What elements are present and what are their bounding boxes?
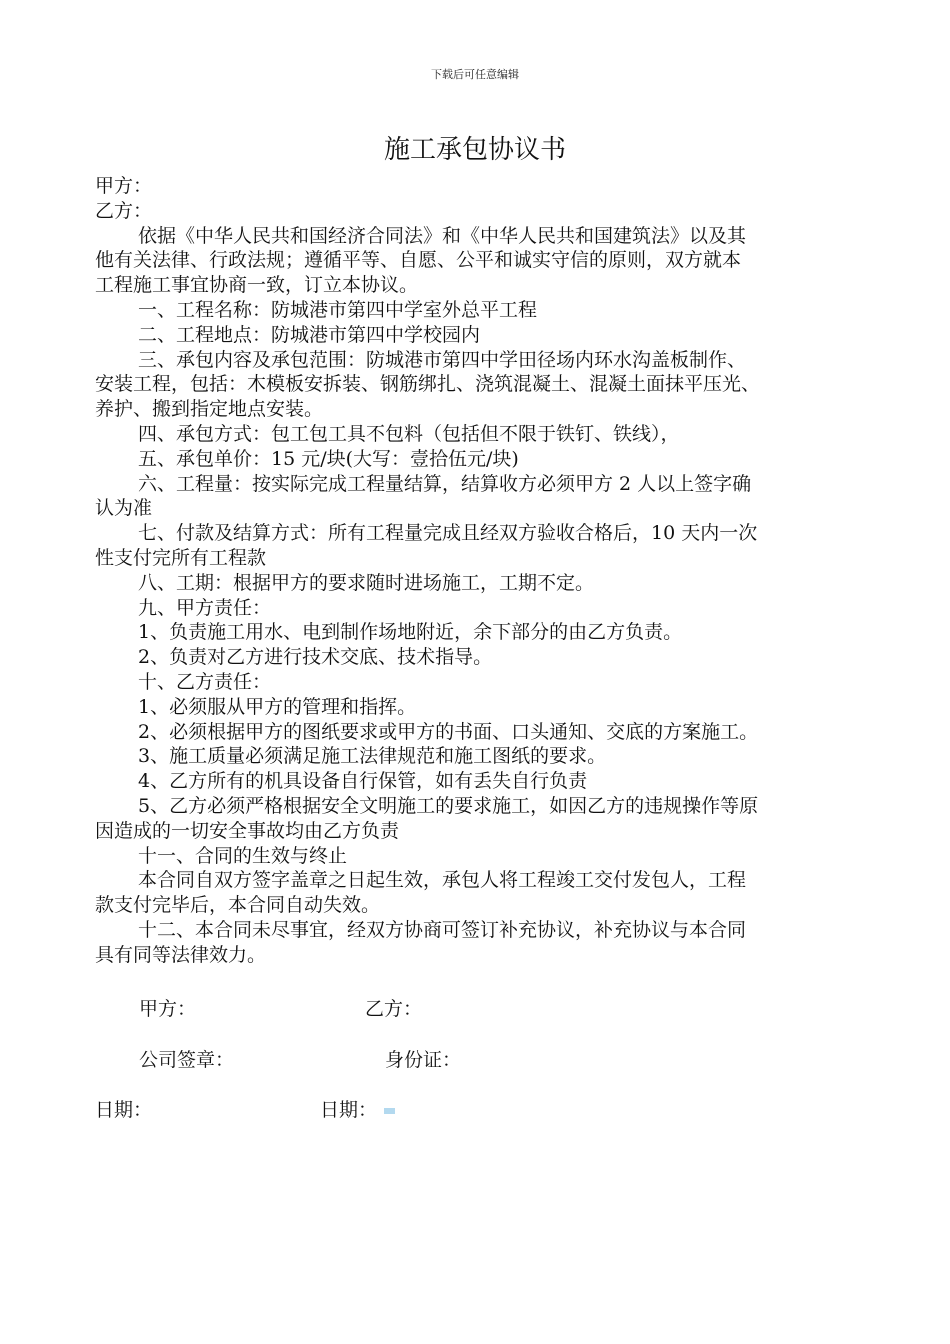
clause-line: 本合同自双方签字盖章之日起生效，承包人将工程竣工交付发包人，工程 — [138, 869, 747, 892]
clause-line: 养护、搬到指定地点安装。 — [95, 398, 324, 421]
id-card-label: 身份证： — [385, 1049, 462, 1071]
clause-line: 一、工程名称：防城港市第四中学室外总平工程 — [138, 298, 538, 321]
clause-line: 2、负责对乙方进行技术交底、技术指导。 — [138, 646, 493, 669]
clause-line: 五、承包单价：15 元/块(大写：壹拾伍元/块) — [138, 447, 519, 470]
clause-list — [95, 298, 870, 968]
clause-line: 十一、合同的生效与终止 — [138, 844, 348, 867]
header-note: 下载后可任意编辑 — [431, 68, 519, 81]
intro-line: 工程施工事宜协商一致，订立本协议。 — [95, 274, 419, 297]
party-b-line: 乙方： — [95, 199, 153, 222]
clause-line: 认为准 — [95, 497, 153, 520]
signature-party-b: 乙方： — [365, 998, 423, 1020]
clause-line: 四、承包方式：包工包工具不包料（包括但不限于铁钉、铁线）， — [138, 422, 680, 445]
clause-line: 六、工程量：按实际完成工程量结算，结算收方必须甲方 2 人以上签字确 — [138, 472, 752, 495]
clause-line: 2、必须根据甲方的图纸要求或甲方的书面、口头通知、交底的方案施工。 — [138, 720, 759, 743]
clause-line: 二、工程地点：防城港市第四中学校园内 — [138, 323, 481, 346]
company-seal-label: 公司签章： — [139, 1049, 235, 1071]
clause-line: 七、付款及结算方式：所有工程量完成且经双方验收合格后，10 天内一次 — [138, 522, 758, 545]
clause-line: 3、施工质量必须满足施工法律规范和施工图纸的要求。 — [138, 745, 607, 768]
clause-line: 十、乙方责任： — [138, 670, 272, 693]
clause-line: 性支付完所有工程款 — [95, 546, 267, 569]
date-label-a: 日期： — [95, 1099, 153, 1121]
clause-line: 1、负责施工用水、电到制作场地附近，余下部分的由乙方负责。 — [138, 621, 683, 644]
clause-line: 十二、本合同未尽事宜，经双方协商可签订补充协议，补充协议与本合同 — [138, 918, 747, 941]
clause-line: 具有同等法律效力。 — [95, 943, 267, 966]
signature-party-a: 甲方： — [139, 998, 197, 1020]
contract-body — [95, 174, 870, 968]
clause-line: 安装工程，包括：木模板安拆装、钢筋绑扎、浇筑混凝土、混凝土面抹平压光、 — [95, 373, 761, 396]
clause-line: 款支付完毕后，本合同自动失效。 — [95, 894, 381, 917]
document-title: 施工承包协议书 — [383, 135, 566, 165]
date-label-b: 日期： — [320, 1099, 378, 1121]
clause-line: 5、乙方必须严格根据安全文明施工的要求施工，如因乙方的违规操作等原 — [138, 794, 759, 817]
clause-line: 八、工期：根据甲方的要求随时进场施工，工期不定。 — [138, 571, 595, 594]
intro-line: 依据《中华人民共和国经济合同法》和《中华人民共和国建筑法》以及其 — [138, 224, 747, 247]
clause-line: 4、乙方所有的机具设备自行保管，如有丢失自行负责 — [138, 770, 588, 793]
clause-line: 1、必须服从甲方的管理和指挥。 — [138, 695, 417, 718]
intro-line: 他有关法律、行政法规；遵循平等、自愿、公平和诚实守信的原则，双方就本 — [95, 249, 742, 272]
clause-line: 因造成的一切安全事故均由乙方负责 — [95, 819, 400, 842]
clause-line: 九、甲方责任： — [138, 596, 272, 619]
clause-line: 三、承包内容及承包范围：防城港市第四中学田径场内环水沟盖板制作、 — [138, 348, 747, 371]
text-cursor-highlight — [384, 1108, 395, 1114]
party-a-line: 甲方： — [95, 175, 153, 197]
